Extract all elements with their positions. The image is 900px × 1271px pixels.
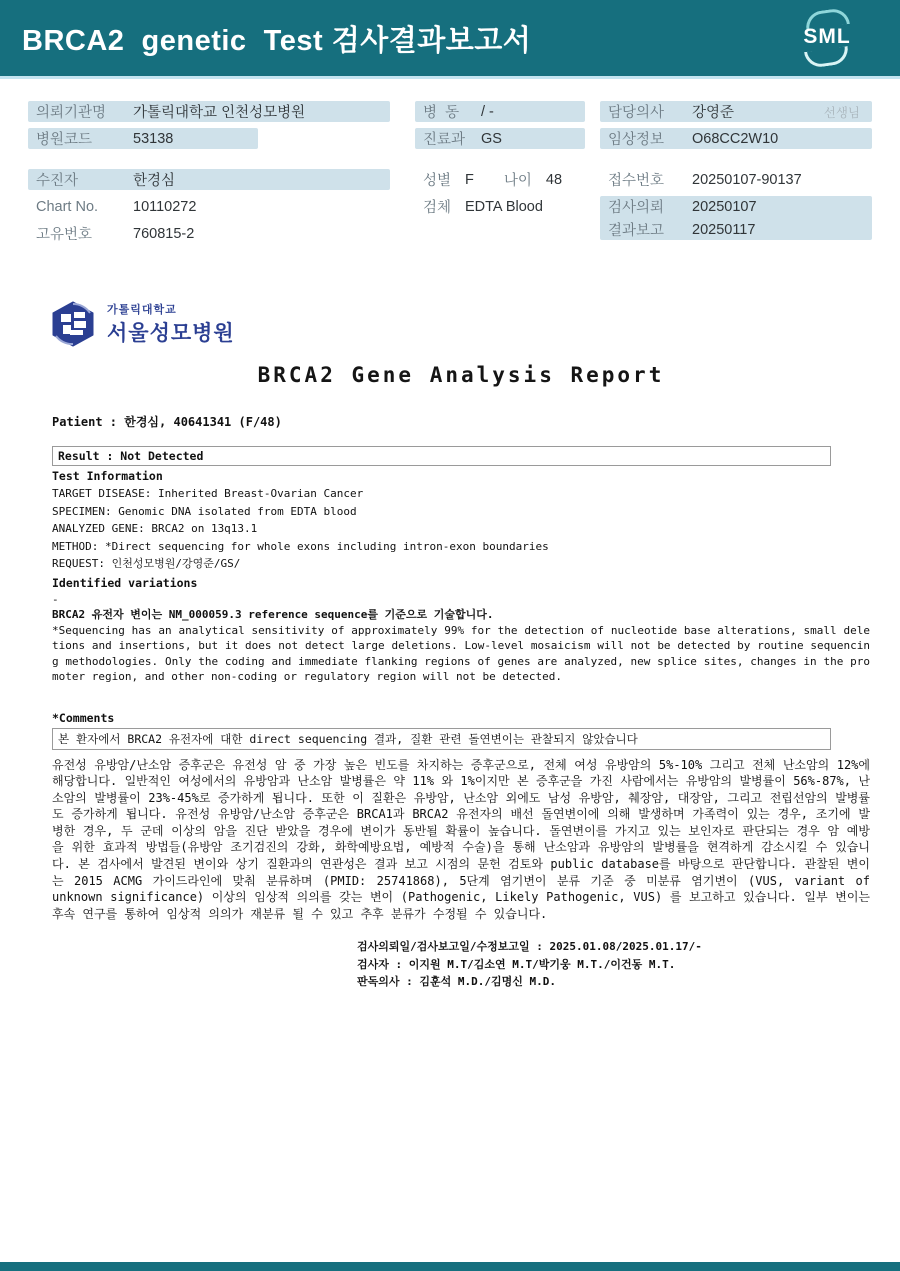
patient-line: Patient : 한경심, 40641341 (F/48) bbox=[52, 415, 282, 429]
field-label: 접수번호 bbox=[608, 173, 665, 189]
field-sex-age bbox=[415, 169, 585, 190]
identified-variations-heading: Identified variations bbox=[52, 575, 198, 590]
test-info-method: METHOD: *Direct sequencing for whole exons including intron-exon boundaries bbox=[52, 539, 549, 553]
reference-sequence-note: BRCA2 유전자 변이는 NM_000059.3 reference sequence를 기준으로 기술합니다. bbox=[52, 607, 494, 621]
field-doctor bbox=[600, 101, 872, 122]
page-title: BRCA2 genetic Test 검사결과보고서 bbox=[22, 24, 532, 57]
field-label: 진료과 bbox=[423, 132, 466, 148]
test-info-analyzed-gene: ANALYZED GENE: BRCA2 on 13q13.1 bbox=[52, 522, 258, 535]
field-label: 성별 bbox=[423, 173, 452, 189]
field-unique-no bbox=[28, 223, 390, 244]
signoff-physicians-line: 판독의사 : 김훈석 M.D./김명신 M.D. bbox=[357, 975, 556, 989]
field-value: 760815-2 bbox=[133, 225, 195, 242]
spacer bbox=[28, 155, 390, 169]
field-receipt-no bbox=[600, 169, 872, 190]
field-value: 20250117 bbox=[692, 221, 756, 238]
field-label: 담당의사 bbox=[608, 105, 665, 121]
field-specimen bbox=[415, 196, 585, 217]
field-patient-name bbox=[28, 169, 390, 190]
field-label: 수진자 bbox=[36, 173, 79, 189]
field-value: 20250107-90137 bbox=[692, 171, 802, 188]
test-information-heading: Test Information bbox=[52, 469, 163, 483]
sensitivity-disclaimer: *Sequencing has an analytical sensitivity of approximately 99% for the detection of nucleotide base alterations, small deletions and insertions, but it does not detect large deletions. Low-level mosaicism will not be detected by routine sequencing methodologies. Only the coding and immediate flanking regions of genes are analyzed, new splice sites, changes in the promoter region, and other non-coding or regulatory region will not be detected. bbox=[52, 623, 870, 683]
sml-logo-text: SML bbox=[803, 25, 851, 48]
report-body bbox=[0, 363, 900, 991]
field-value: 강영준 bbox=[692, 105, 735, 121]
field-hospital-code bbox=[28, 128, 258, 149]
spacer bbox=[600, 155, 872, 169]
field-report-date bbox=[600, 219, 872, 240]
field-value: F bbox=[465, 171, 474, 188]
university-emblem-icon bbox=[50, 301, 96, 347]
info-column-left bbox=[28, 101, 390, 250]
order-info-section bbox=[0, 101, 900, 263]
field-label: 나이 bbox=[503, 173, 532, 189]
comments-heading: *Comments bbox=[52, 710, 115, 725]
field-label: Chart No. bbox=[36, 198, 99, 215]
sml-logo-arc-bottom-icon bbox=[804, 46, 850, 69]
field-label: 병원코드 bbox=[36, 132, 93, 148]
field-value: 10110272 bbox=[133, 198, 197, 215]
hospital-logo-text bbox=[107, 301, 235, 347]
field-value: 한경심 bbox=[133, 173, 176, 189]
test-info-request: REQUEST: 인천성모병원/강영준/GS/ bbox=[52, 557, 241, 570]
field-dates-block bbox=[600, 196, 872, 240]
field-request-date bbox=[600, 196, 872, 217]
signoff-dates-line: 검사의뢰일/검사보고일/수정보고일 : 2025.01.08/2025.01.17/- bbox=[357, 940, 702, 954]
sml-lab-logo bbox=[796, 9, 858, 67]
info-column-middle bbox=[415, 101, 585, 223]
spacer bbox=[415, 155, 585, 169]
field-label: 검체 bbox=[423, 200, 452, 216]
field-value: GS bbox=[481, 130, 502, 147]
field-ward bbox=[415, 101, 585, 122]
field-value: 53138 bbox=[133, 130, 174, 147]
signoff-block bbox=[357, 938, 870, 991]
field-value: / - bbox=[481, 103, 494, 120]
field-value: 가톨릭대학교 인천성모병원 bbox=[133, 105, 306, 121]
result-box: Result : Not Detected bbox=[52, 446, 831, 466]
field-label: 결과보고 bbox=[608, 223, 665, 239]
field-value: 20250107 bbox=[692, 198, 757, 215]
field-label: 병 동 bbox=[423, 105, 460, 121]
header-underline bbox=[0, 76, 900, 79]
comment-paragraph: 유전성 유방암/난소암 증후군은 유전성 암 중 가장 높은 빈도를 차지하는 증후군으로, 전체 여성 유방암의 5%-10% 그리고 전체 난소암의 12%에 해당합니다. 일반적인 여성에서의 유방암과 난소암 발병률은 약 11% 와 1%이지만 본 증후군을 가진 사람에서는 유방암의 발병률이 56%-87%, 난소암의 발병률이 23%-45%로 증가하게 됩니다. 또한 이 질환은 유방암, 난소암 외에도 남성 유방암, 췌장암, 대장암, 그리고 전립선암의 발병률도 증가하게 됩니다. 유전성 유방암/난소암 증후군은 BRCA1과 BRCA2 유전자의 배선 돌연변이에 의해 발생하며 가족력이 있는 경우, 조기에 발병한 경우, 두 군데 이상의 암을 진단 받았을 경우에 변이가 동반될 확률이 높습니다. 돌연변이를 가지고 있는 보인자로 판단되는 경우 암 예방을 위한 효과적 방법들(유방암 조기검진의 강화, 화학예방요법, 예방적 수술)을 통해 난소암과 유방암의 발병률을 현격하게 감소시킬 수 있습니다. 본 검사에서 발견된 변이와 상기 질환과의 연관성은 결과 보고 시점의 문헌 검토와 public database를 바탕으로 판단합니다. 관찰된 변이는 2015 ACMG 가이드라인에 맞춰 분류하며 (PMID: 25741868), 5단계 염기변이 분류 기준 중 미분류 염기변이 (VUS, variant of unknown significance) 이상의 임상적 의의를 갖는 변이 (Pathogenic, Likely Pathogenic, VUS) 를 보고하고 있습니다. 일부 변이는 후속 연구를 통하여 임상적 의의가 재분류 될 수 있고 추후 분류가 수정될 수 있습니다. bbox=[52, 757, 871, 921]
field-value: EDTA Blood bbox=[465, 198, 543, 215]
field-label: 임상정보 bbox=[608, 132, 665, 148]
field-chart-no bbox=[28, 196, 390, 217]
report-title: BRCA2 Gene Analysis Report bbox=[257, 363, 665, 387]
field-department bbox=[415, 128, 585, 149]
hospital-name: 서울성모병원 bbox=[107, 322, 235, 345]
field-label: 고유번호 bbox=[36, 227, 93, 243]
signoff-technologists-line: 검사자 : 이지원 M.T/김소연 M.T/박기웅 M.T./이건동 M.T. bbox=[357, 957, 676, 971]
footer-bar bbox=[0, 1262, 900, 1271]
field-value: 48 bbox=[545, 171, 563, 188]
test-info-target-disease: TARGET DISEASE: Inherited Breast-Ovarian Cancer bbox=[52, 487, 364, 500]
university-name: 가톨릭대학교 bbox=[107, 304, 177, 316]
field-clinical-info bbox=[600, 128, 872, 149]
field-label: 의뢰기관명 bbox=[36, 105, 107, 121]
comment-result-box: 본 환자에서 BRCA2 유전자에 대한 direct sequencing 결과, 질환 관련 돌연변이는 관찰되지 않았습니다 bbox=[52, 728, 831, 750]
doctor-honorific: 선생님 bbox=[823, 105, 860, 120]
report-header-bar bbox=[0, 0, 900, 76]
info-column-right bbox=[600, 101, 872, 242]
hospital-logo bbox=[50, 299, 900, 349]
test-info-specimen: SPECIMEN: Genomic DNA isolated from EDTA blood bbox=[52, 504, 357, 518]
identified-variations-value: - bbox=[52, 592, 59, 606]
field-value: O68CC2W10 bbox=[692, 130, 779, 147]
field-request-org bbox=[28, 101, 390, 122]
field-label: 검사의뢰 bbox=[608, 200, 665, 216]
